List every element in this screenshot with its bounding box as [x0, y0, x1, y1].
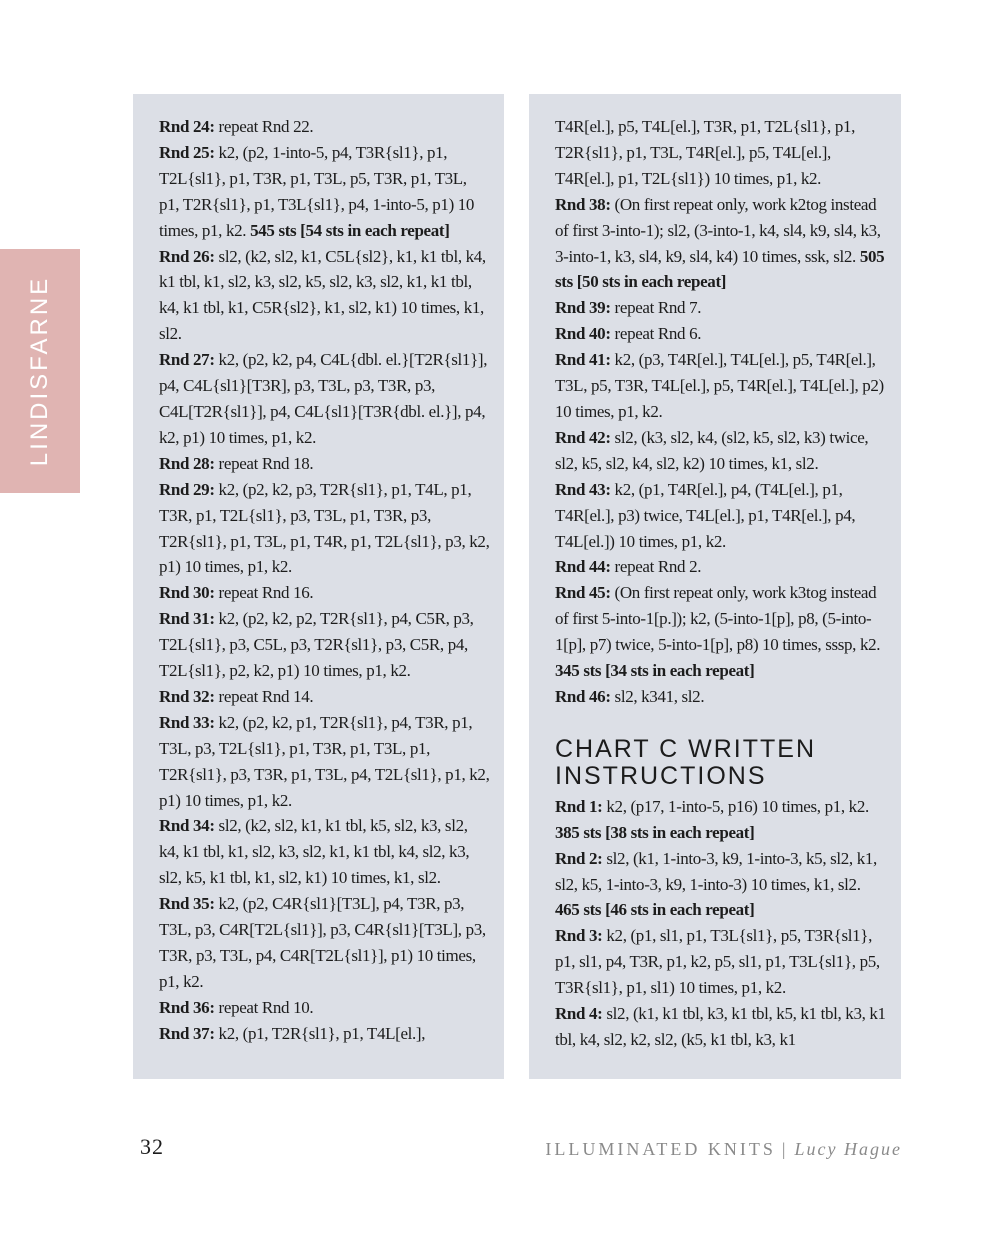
round-label: Rnd 24:	[159, 117, 215, 136]
round-label: Rnd 37:	[159, 1023, 215, 1043]
side-tab	[0, 249, 80, 493]
round-instruction	[159, 477, 490, 581]
round-label: Rnd 45:	[555, 583, 611, 603]
round-text: k2, (p2, k2, p4, C4L{dbl. el.}[T2R{sl1}], p4, C4L{sl1}[T3R], p3, T3L, p3, T3R, p3, C4L[T2R{sl1}], p4, C4L{sl1}[T3R{dbl. el.}], p4, k2, p1) 10 times, p1, k2.	[159, 350, 488, 447]
round-label: Rnd 44:	[555, 557, 611, 577]
round-label: Rnd 43:	[555, 479, 611, 499]
round-instruction	[159, 140, 490, 244]
round-instruction	[159, 114, 490, 140]
round-instruction	[555, 554, 887, 580]
round-instruction	[555, 321, 887, 347]
round-instruction	[159, 891, 490, 995]
stitch-count: 545 sts [54 sts in each repeat]	[250, 220, 450, 240]
round-instruction	[159, 451, 490, 477]
round-instruction	[159, 606, 490, 684]
stitch-count: 385 sts [38 sts in each repeat]	[555, 822, 755, 842]
round-text: k2, (p17, 1-into-5, p16) 10 times, p1, k2.	[602, 796, 869, 816]
round-text: repeat Rnd 22.	[214, 117, 314, 136]
round-text: k2, (p1, T4R[el.], p4, (T4L[el.], p1, T4R[el.], p3) twice, T4L[el.], p1, T4R[el.], p4, T4L[el.]) 10 times, p1, k2.	[555, 479, 856, 551]
round-label: Rnd 31:	[159, 609, 215, 629]
round-text: repeat Rnd 2.	[610, 557, 702, 577]
round-label: Rnd 33:	[159, 712, 215, 732]
round-label: Rnd 25:	[159, 142, 215, 162]
left-instructions-column	[133, 94, 504, 1079]
round-text: k2, (p2, 1-into-5, p4, T3R{sl1}, p1, T2L{sl1}, p1, T3R, p1, T3L, p5, T3R, p1, T3L, p1, T2R{sl1}, p1, T3L{sl1}, p4, 1-into-5, p1) 10 times, p1, k2.	[159, 142, 475, 240]
round-instruction	[159, 347, 490, 451]
round-label: Rnd 34:	[159, 816, 215, 836]
stitch-count: 505 sts [50 sts in each repeat]	[555, 246, 885, 292]
running-footer	[545, 1139, 902, 1160]
section-heading: CHART C WRITTEN INSTRUCTIONS	[555, 734, 817, 790]
round-instruction	[159, 710, 490, 814]
round-instruction	[555, 684, 887, 710]
round-text: repeat Rnd 7.	[610, 298, 702, 318]
round-instruction	[159, 684, 490, 710]
round-text: sl2, k341, sl2.	[610, 686, 705, 706]
round-text: repeat Rnd 10.	[214, 997, 314, 1017]
round-label: Rnd 36:	[159, 997, 215, 1017]
side-tab-label: LINDISFARNE	[26, 275, 53, 467]
footer-separator: |	[781, 1139, 789, 1159]
round-list-continued	[555, 114, 887, 710]
round-label: Rnd 26:	[159, 246, 215, 266]
round-instruction	[555, 425, 887, 477]
round-instruction	[555, 192, 887, 296]
round-text: k2, (p2, k2, p2, T2R{sl1}, p4, C5R, p3, T2L{sl1}, p3, C5L, p3, T2R{sl1}, p3, C5R, p4, T2L{sl1}, p2, k2, p1) 10 times, p1, k2.	[159, 609, 474, 681]
round-text: sl2, (k1, 1-into-3, k9, 1-into-3, k5, sl2, k1, sl2, k5, 1-into-3, k9, 1-into-3) 10 times, k1, sl2.	[555, 848, 877, 894]
round-text: k2, (p2, k2, p1, T2R{sl1}, p4, T3R, p1, T3L, p3, T2L{sl1}, p1, T3R, p1, T3L, p1, T2R{sl1}, p3, T3R, p1, T3L, p4, T2L{sl1}, p1, k2, p1) 10 times, p1, k2.	[159, 712, 490, 810]
round-text: k2, (p1, T2R{sl1}, p1, T4L[el.],	[214, 1023, 426, 1043]
round-instruction	[159, 813, 490, 891]
round-instruction	[159, 995, 490, 1021]
page-number: 32	[140, 1134, 164, 1159]
round-label: Rnd 32:	[159, 686, 215, 706]
round-label: Rnd 28:	[159, 453, 215, 473]
round-instruction	[159, 580, 490, 606]
round-instruction	[555, 846, 887, 924]
round-instruction	[555, 347, 887, 425]
round-label: Rnd 38:	[555, 194, 611, 214]
right-instructions-column	[529, 94, 901, 1079]
round-label: Rnd 1:	[555, 796, 603, 816]
round-text: sl2, (k3, sl2, k4, (sl2, k5, sl2, k3) twice, sl2, k5, sl2, k4, sl2, k2) 10 times, k1, sl2.	[555, 427, 869, 473]
round-instruction	[555, 580, 887, 684]
round-instruction	[555, 1001, 887, 1053]
round-text: repeat Rnd 18.	[214, 453, 314, 473]
stitch-count: 465 sts [46 sts in each repeat]	[555, 900, 755, 920]
round-instruction	[159, 244, 490, 348]
round-label: Rnd 27:	[159, 350, 215, 370]
chart-c-round-list	[555, 794, 887, 1053]
round-text: sl2, (k1, k1 tbl, k3, k1 tbl, k5, k1 tbl, k3, k1 tbl, k4, sl2, k2, sl2, (k5, k1 tbl, k3, k1	[555, 1004, 886, 1049]
stitch-count: 345 sts [34 sts in each repeat]	[555, 661, 755, 681]
round-instruction	[555, 794, 887, 846]
round-label: Rnd 42:	[555, 427, 611, 447]
book-title: ILLUMINATED KNITS	[545, 1139, 776, 1159]
round-text: k2, (p2, C4R{sl1}[T3L], p4, T3R, p3, T3L, p3, C4R[T2L{sl1}], p3, C4R{sl1}[T3L], p3, T3R, p3, T3L, p4, C4R[T2L{sl1}], p1) 10 times, p1, k2.	[159, 894, 486, 991]
round-text: sl2, (k2, sl2, k1, k1 tbl, k5, sl2, k3, sl2, k4, k1 tbl, k1, sl2, k3, sl2, k1, k1 tbl, k4, sl2, k3, sl2, k5, k1 tbl, k1, sl2, k1) 10 times, k1, sl2.	[159, 816, 470, 888]
round-instruction	[555, 114, 887, 192]
round-label: Rnd 29:	[159, 479, 215, 499]
round-label: Rnd 2:	[555, 848, 603, 868]
round-label: Rnd 35:	[159, 894, 215, 914]
round-instruction	[159, 1021, 490, 1047]
round-instruction	[555, 477, 887, 555]
round-instruction	[555, 295, 887, 321]
round-label: Rnd 30:	[159, 583, 215, 603]
round-text: k2, (p2, k2, p3, T2R{sl1}, p1, T4L, p1, T3R, p1, T2L{sl1}, p3, T3L, p1, T3R, p3, T2R{sl1}, p1, T3L, p1, T4R, p1, T2L{sl1}, p3, k2, p1) 10 times, p1, k2.	[159, 479, 490, 577]
round-text: (On first repeat only, work k3tog instead of first 5-into-1[p.]); k2, (5-into-1[p], p8, (5-into-1[p], p7) twice, 5-into-1[p], p8) 10 times, sssp, k2.	[555, 583, 881, 655]
round-text: repeat Rnd 14.	[214, 686, 314, 706]
round-text: repeat Rnd 6.	[610, 324, 702, 344]
round-text: k2, (p3, T4R[el.], T4L[el.], p5, T4R[el.], T3L, p5, T3R, T4L[el.], p5, T4R[el.], T4L[el.], p2) 10 times, p1, k2.	[555, 350, 884, 421]
round-label: Rnd 40:	[555, 324, 611, 344]
round-label: Rnd 41:	[555, 350, 611, 370]
round-text: T4R[el.], p5, T4L[el.], T3R, p1, T2L{sl1}, p1, T2R{sl1}, p1, T3L, T4R[el.], p5, T4L[el.], T4R[el.], p1, T2L{sl1}) 10 times, p1, k2.	[555, 117, 856, 188]
round-label: Rnd 4:	[555, 1004, 603, 1024]
round-text: repeat Rnd 16.	[214, 583, 314, 603]
round-text: (On first repeat only, work k2tog instead of first 3-into-1); sl2, (3-into-1, k4, sl4, k9, sl4, k3, 3-into-1, k3, sl4, k9, sl4, k4) 10 times, ssk, sl2.	[555, 194, 881, 266]
round-text: sl2, (k2, sl2, k1, C5L{sl2}, k1, k1 tbl, k4, k1 tbl, k1, sl2, k3, sl2, k5, sl2, k3, sl2, k1, k1 tbl, k4, k1 tbl, k1, C5R{sl2}, k1, sl2, k1) 10 times, k1, sl2.	[159, 246, 486, 344]
round-label: Rnd 39:	[555, 298, 611, 318]
round-label: Rnd 46:	[555, 686, 611, 706]
round-label: Rnd 3:	[555, 926, 603, 946]
round-text: k2, (p1, sl1, p1, T3L{sl1}, p5, T3R{sl1}, p1, sl1, p4, T3R, p1, k2, p5, sl1, p1, T3L{sl1}, p5, T3R{sl1}, p1, sl1) 10 times, p1, k2.	[555, 926, 880, 998]
author-name: Lucy Hague	[794, 1139, 902, 1159]
round-instruction	[555, 923, 887, 1001]
